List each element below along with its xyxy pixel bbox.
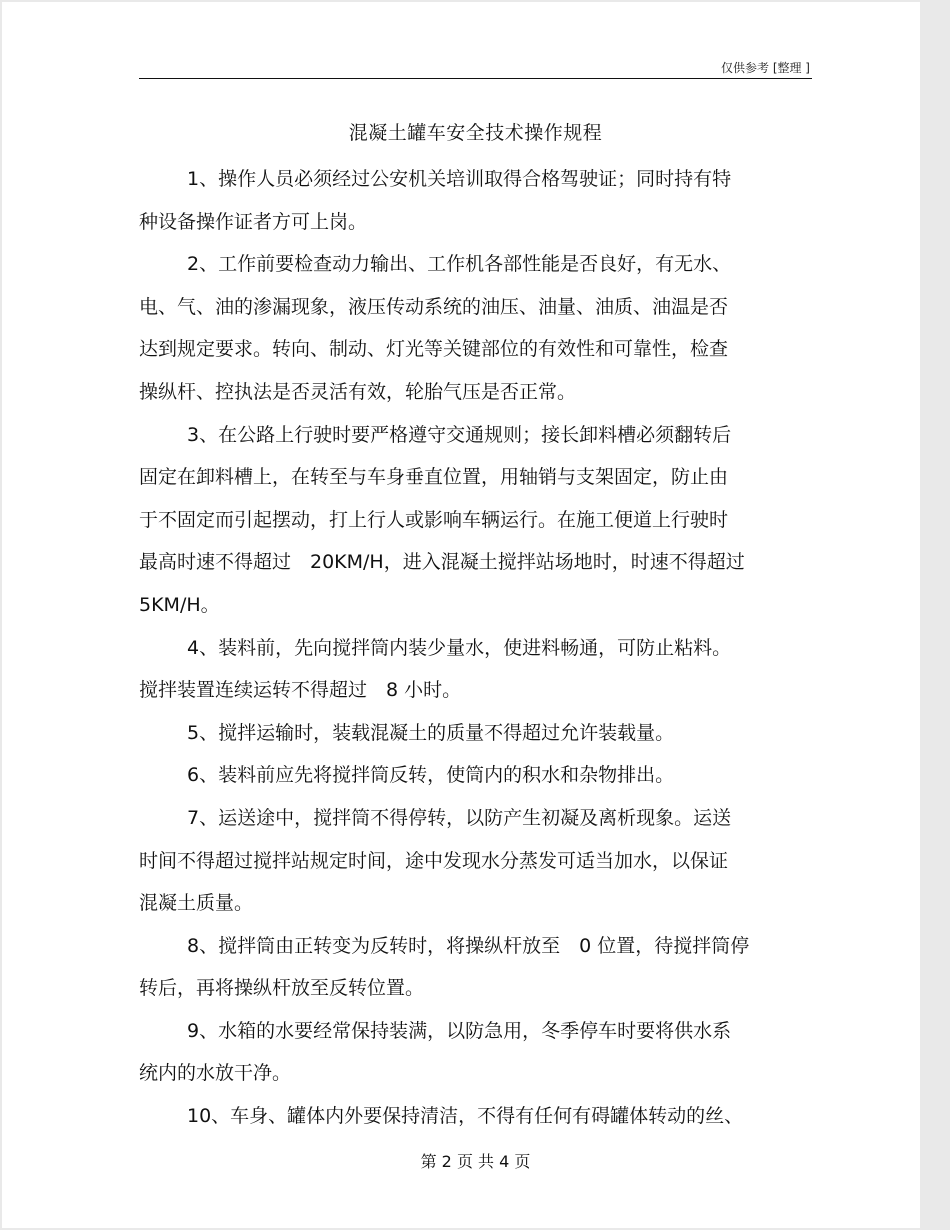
paragraph-1-line-2: 种设备操作证者方可上岗。 <box>139 210 368 233</box>
paragraph-3-line-1: 3、在公路上行驶时要严格遵守交通规则；接长卸料槽必须翻转后 <box>187 423 732 446</box>
header-note: 仅供参考 [整理 ] <box>721 61 810 75</box>
paragraph-7-line-3: 混凝土质量。 <box>139 892 254 915</box>
document-page <box>2 2 920 1228</box>
paragraph-4-line-2: 搅拌装置连续运转不得超过 8 小时。 <box>139 679 462 702</box>
document-title: 混凝土罐车安全技术操作规程 <box>348 122 603 144</box>
paragraph-9-line-1: 9、水箱的水要经常保持装满，以防急用，冬季停车时要将供水系 <box>187 1019 732 1042</box>
paragraph-8-line-2: 转后，再将操纵杆放至反转位置。 <box>139 977 425 1000</box>
paragraph-3-line-3: 于不固定而引起摆动，打上行人或影响车辆运行。在施工便道上行驶时 <box>139 508 729 531</box>
paragraph-8-line-1: 8、搅拌筒由正转变为反转时，将操纵杆放至 0 位置，待搅拌筒停 <box>187 934 750 957</box>
paragraph-5-line-1: 5、搅拌运输时，装载混凝土的质量不得超过允许装载量。 <box>187 721 675 744</box>
paragraph-7-line-1: 7、运送途中，搅拌筒不得停转，以防产生初凝及离析现象。运送 <box>187 806 732 829</box>
paragraph-3-line-5: 5KM/H。 <box>139 593 220 616</box>
paragraph-1-line-1: 1、操作人员必须经过公安机关培训取得合格驾驶证；同时持有特 <box>187 168 732 190</box>
paragraph-7-line-2: 时间不得超过搅拌站规定时间，途中发现水分蒸发可适当加水，以保证 <box>139 849 729 872</box>
paragraph-2-line-3: 达到规定要求。转向、制动、灯光等关键部位的有效性和可靠性，检查 <box>139 338 729 361</box>
paragraph-2-line-1: 2、工作前要检查动力输出、工作机各部性能是否良好，有无水、 <box>187 253 732 276</box>
paragraph-10-line-1: 10、车身、罐体内外要保持清洁，不得有任何有碍罐体转动的丝、 <box>187 1105 744 1128</box>
paragraph-4-line-1: 4、装料前，先向搅拌筒内装少量水，使进料畅通，可防止粘料。 <box>187 636 732 659</box>
paragraph-9-line-2: 统内的水放干净。 <box>139 1062 292 1085</box>
paragraph-6-line-1: 6、装料前应先将搅拌筒反转，使筒内的积水和杂物排出。 <box>187 764 675 787</box>
paragraph-3-line-2: 固定在卸料槽上，在转至与车身垂直位置，用轴销与支架固定，防止由 <box>139 466 729 489</box>
paragraph-2-line-2: 电、气、油的渗漏现象，液压传动系统的油压、油量、油质、油温是否 <box>139 295 729 318</box>
paragraph-2-line-4: 操纵杆、控执法是否灵活有效，轮胎气压是否正常。 <box>139 380 577 403</box>
document-body <box>139 158 779 1138</box>
paragraph-3-line-4: 最高时速不得超过 20KM/H，进入混凝土搅拌站场地时，时速不得超过 <box>139 551 745 574</box>
header-divider <box>139 78 812 79</box>
page-number-footer: 第 2 页 共 4 页 <box>420 1152 531 1171</box>
